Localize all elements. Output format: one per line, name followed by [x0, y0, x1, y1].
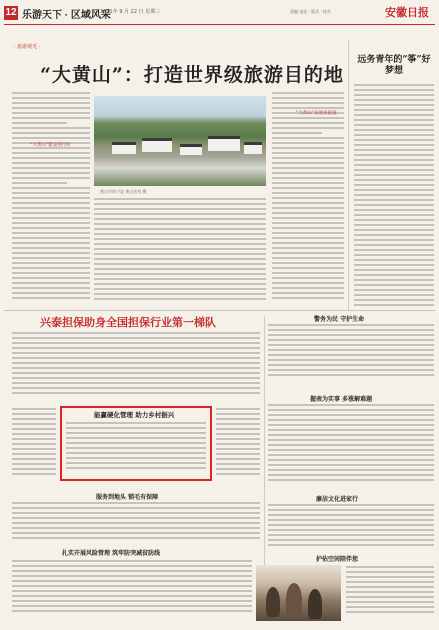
box-left-text: [12, 408, 56, 480]
section-title-r1: 警务为民 守护生命: [314, 316, 365, 323]
column-divider: [348, 40, 349, 310]
section-title: 乐游天下 · 区域风采: [22, 10, 111, 21]
sidebar-headline: 远务青年的“筝”好梦想: [357, 55, 431, 76]
highlight-box-text: [66, 422, 206, 476]
photo-caption: 黄山市休宁县 黄山宏村 摄: [100, 189, 147, 194]
section-title-r4: 护佑空间陪伴您: [316, 556, 359, 563]
section-title-r3: 廉洁文化进家行: [316, 496, 359, 503]
kicker-label: · 旅游观光 ·: [14, 44, 41, 50]
article-column-left: [12, 92, 90, 302]
advertorial-headline: 兴泰担保助身全国担保行业第一梯队: [40, 316, 216, 329]
section-s1-text: [12, 502, 260, 546]
header-rule: [4, 24, 435, 25]
newspaper-masthead: 安徽日报: [385, 7, 429, 19]
box-right-text: [216, 408, 260, 480]
highlight-box-title: 能赢硬化管理 助力乡村振兴: [94, 411, 175, 419]
editor-info: 责编 电话 · 版式 · 校对: [290, 9, 331, 14]
page-number: 12: [5, 7, 17, 18]
main-headline: “大黄山”：打造世界级旅游目的地: [40, 64, 344, 86]
section-r2-text: [268, 404, 434, 492]
section-title-s1: 服务到地头 锁毛有保障: [96, 494, 159, 501]
article-photo: [94, 96, 266, 186]
subhead-b: “大黄山”发展再提速: [296, 111, 337, 116]
subhead-a: “大黄山”建设进行时: [30, 143, 71, 148]
issue-date: 2021年 9 月 22 日 星期三: [100, 9, 161, 15]
section-r4-text: [346, 566, 434, 622]
sidebar-article: [354, 84, 434, 306]
section-title-r2: 握表为实事 多涨解难题: [310, 396, 373, 403]
article-column-mid: [272, 92, 344, 307]
section-r1-text: [268, 324, 434, 384]
advertorial-intro: [12, 332, 260, 402]
section-separator: [4, 310, 435, 311]
article-column-center: [94, 198, 266, 306]
section-title-s2: 扎实开展风险管理 筑牢防突减贫防线: [62, 550, 161, 557]
section-r3-text: [268, 504, 434, 552]
bottom-photo: [256, 565, 341, 621]
section-s2-text: [12, 560, 252, 622]
